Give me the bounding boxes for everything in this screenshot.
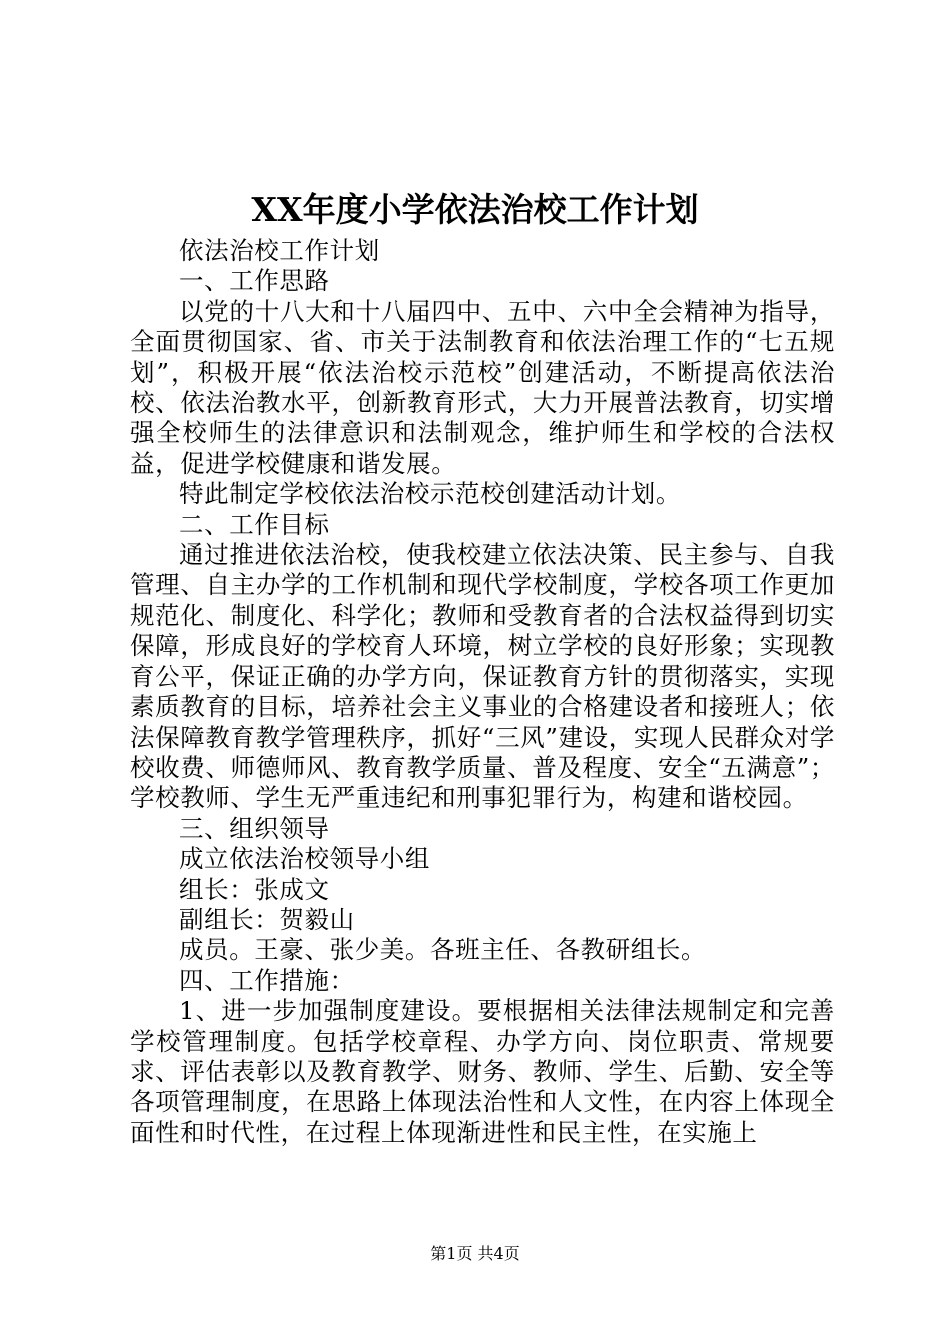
section-heading-1: 一、工作思路 <box>179 266 330 296</box>
section-heading-3: 三、组织领导 <box>179 813 330 843</box>
paragraph-measure-1: 1、进一步加强制度建设。要根据相关法律法规制定和完善学校管理制度。包括学校章程、办学方向、岗位职责、常规要求、评估表彰以及教育教学、财务、教师、学生、后勤、安全等各项管理制度，在思路上体现法治性和人文性，在内容上体现全面性和时代性，在过程上体现渐进性和民主性，在实施上 <box>130 996 835 1147</box>
paragraph-subtitle: 依法治校工作计划 <box>179 236 380 265</box>
paragraph-deputy-leader: 副组长：贺毅山 <box>179 904 355 934</box>
paragraph-plan-statement: 特此制定学校依法治校示范校创建活动计划。 <box>179 479 681 509</box>
section-heading-4: 四、工作措施： <box>179 965 355 995</box>
document-body <box>130 236 835 1148</box>
paragraph-group-leader: 组长：张成文 <box>179 874 330 904</box>
page-footer: 第1页 共4页 <box>430 1244 520 1263</box>
paragraph-members: 成员。王豪、张少美。各班主任、各教研组长。 <box>179 935 707 965</box>
paragraph-work-approach: 以党的十八大和十八届四中、五中、六中全会精神为指导，全面贯彻国家、省、市关于法制教育和依法治理工作的“七五规划”，积极开展“依法治校示范校”创建活动，不断提高依法治校、依法治教水平，创新教育形式，大力开展普法教育，切实增强全校师生的法律意识和法制观念，维护师生和学校的合法权益，促进学校健康和谐发展。 <box>130 296 835 478</box>
section-heading-2: 二、工作目标 <box>179 509 330 539</box>
document-title: XX年度小学依法治校工作计划 <box>251 190 699 229</box>
paragraph-work-goals: 通过推进依法治校，使我校建立依法决策、民主参与、自我管理、自主办学的工作机制和现代学校制度，学校各项工作更加规范化、制度化、科学化；教师和受教育者的合法权益得到切实保障，形成良好的学校育人环境，树立学校的良好形象；实现教育公平，保证正确的办学方向，保证教育方针的贯彻落实，实现素质教育的目标，培养社会主义事业的合格建设者和接班人；依法保障教育教学管理秩序，抓好“三风”建设，实现人民群众对学校收费、师德师风、教育教学质量、普及程度、安全“五满意”；学校教师、学生无严重违纪和刑事犯罪行为，构建和谐校园。 <box>130 540 835 813</box>
paragraph-leadership-group: 成立依法治校领导小组 <box>179 844 430 874</box>
